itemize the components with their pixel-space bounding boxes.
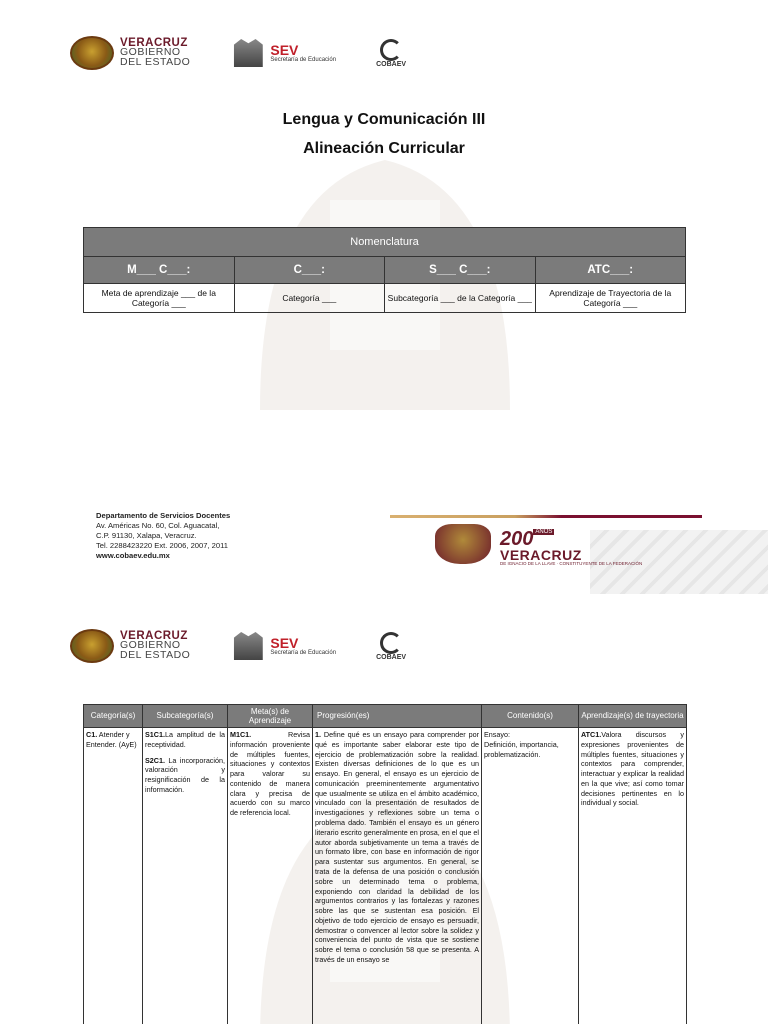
meta-code: M1C1. bbox=[230, 730, 252, 739]
footer-divider bbox=[390, 515, 702, 518]
page-title: Lengua y Comunicación III bbox=[282, 111, 486, 128]
subcategoria-1-code: S1C1. bbox=[145, 730, 165, 739]
veracruz-seal-icon bbox=[70, 36, 114, 70]
nomenclatura-code-meta: M___ C___: bbox=[84, 257, 235, 284]
nomenclatura-desc-categoria: Categoría ___ bbox=[234, 284, 385, 313]
contenido-title: Ensayo: bbox=[484, 730, 510, 739]
anniversary-logo bbox=[500, 530, 642, 567]
footer-address-line2: C.P. 91130, Xalapa, Veracruz. bbox=[96, 531, 197, 541]
cell-progresion bbox=[313, 728, 482, 1024]
header-logos bbox=[70, 33, 406, 73]
anniversary-state: VERACRUZ bbox=[500, 547, 582, 563]
veracruz-logo-line1: VERACRUZ bbox=[120, 629, 188, 642]
contenido-text: Definición, importancia, problematización. bbox=[484, 739, 559, 759]
anniversary-number: 200 bbox=[500, 528, 534, 550]
sev-logo-sub: Secretaría de Educación bbox=[270, 650, 337, 656]
header-logos bbox=[70, 626, 406, 666]
subcategoria-2-text: La incorporación, valoración y resignificación de la información. bbox=[145, 755, 225, 794]
cell-categoria bbox=[84, 728, 143, 1024]
anniversary-tagline: DE IGNACIO DE LA LLAVE · CONSTITUYENTE DE LA FEDERACIÓN bbox=[500, 561, 643, 567]
sev-logo bbox=[230, 632, 336, 660]
cell-trayectoria bbox=[579, 728, 687, 1024]
sev-logo-sub: Secretaría de Educación bbox=[270, 57, 337, 63]
table-row bbox=[84, 728, 687, 1024]
veracruz-logo-line1: VERACRUZ bbox=[120, 36, 188, 49]
nomenclatura-code-subcategoria: S___ C___: bbox=[385, 257, 536, 284]
nomenclatura-header: Nomenclatura bbox=[84, 228, 686, 257]
cell-subcategoria bbox=[143, 728, 228, 1024]
column-header-contenido: Contenido(s) bbox=[482, 705, 579, 728]
veracruz-seal-icon bbox=[70, 629, 114, 663]
cell-contenido bbox=[482, 728, 579, 1024]
nomenclatura-table bbox=[83, 227, 686, 313]
sev-crest-icon bbox=[230, 39, 266, 67]
progresion-code: 1. bbox=[315, 730, 321, 739]
subcategoria-2-code: S2C1. bbox=[145, 755, 165, 765]
sev-logo bbox=[230, 39, 336, 67]
sev-crest-icon bbox=[230, 632, 266, 660]
footer-address bbox=[96, 511, 230, 561]
meta-text: Revisa información proveniente de múltiples fuentes, situaciones y contextos para valorar su contenido de manera clara y precisa de acuerdo con su marco de referencia local. bbox=[230, 730, 310, 818]
footer-phone: Tel. 2288423220 Ext. 2006, 2007, 2011 bbox=[96, 541, 229, 551]
cobaev-logo-text: COBAEV bbox=[376, 60, 407, 68]
column-header-categoria: Categoría(s) bbox=[84, 705, 143, 728]
nomenclatura-desc-meta: Meta de aprendizaje ___ de la Categoría ___ bbox=[84, 284, 235, 313]
column-header-meta: Meta(s) de Aprendizaje bbox=[228, 705, 313, 728]
sev-logo-name: SEV bbox=[270, 635, 299, 651]
alignment-table bbox=[83, 704, 687, 1024]
categoria-text: Atender y Entender. (AyE) bbox=[86, 730, 137, 749]
sev-logo-name: SEV bbox=[270, 42, 299, 58]
cobaev-logo-text: COBAEV bbox=[376, 653, 407, 661]
page-gap bbox=[0, 594, 768, 612]
cobaev-logo bbox=[376, 632, 406, 661]
veracruz-logo-line3: DEL ESTADO bbox=[120, 649, 191, 662]
veracruz-logo-line2: GOBIERNO bbox=[120, 639, 181, 652]
nomenclatura-code-categoria: C___: bbox=[234, 257, 385, 284]
veracruz-logo-line3: DEL ESTADO bbox=[120, 56, 191, 69]
nomenclatura-desc-subcategoria: Subcategoría ___ de la Categoría ___ bbox=[385, 284, 536, 313]
progresion-text: Define qué es un ensayo para comprender por qué es importante saber elaborar este tipo de ejercicio de problematización sobre la realidad. Existen diversas definiciones de lo que es un ensayo. En general, el ensayo es un ejercicio de comunicación preeminentemente argumentativo que usualmente se utiliza en el ámbito académico, vinculado con la presentación de resultados de investigaciones y reflexiones sobre un tema o problema dado. También el ensayo es un género literario escrito generalmente en prosa, en el que el autor aborda subjetivamente un tema a través de un formato libre, con base en información de rigor para sustentar sus argumentos. En general, se trata de la defensa de una posición o conclusión sobre un determinado tema o problema, exponiendo con claridad la debilidad de los argumentos contrarios y las fortalezas y razones sobre las que se sustentan esa posición. El objetivo de todo ejercicio de ensayo es persuadir, demostrar o convencer al lector sobre la solidez y conveniencia del punto de vista que se sostiene sobre el tema o conclusión 58 que se presenta. A través de un ensayo se bbox=[315, 730, 479, 964]
anniversary-label: AÑOS bbox=[535, 529, 553, 535]
cobaev-logo bbox=[376, 39, 406, 68]
document-page-2 bbox=[0, 612, 768, 1024]
nomenclatura-code-atc: ATC___: bbox=[535, 257, 686, 284]
column-header-trayectoria: Aprendizaje(s) de trayectoria bbox=[579, 705, 687, 728]
categoria-code: C1. bbox=[86, 730, 98, 739]
column-header-subcategoria: Subcategoría(s) bbox=[143, 705, 228, 728]
cell-meta bbox=[228, 728, 313, 1024]
subcategoria-1-text: La amplitud de la receptividad. bbox=[145, 730, 225, 749]
veracruz-logo-line2: GOBIERNO bbox=[120, 46, 181, 59]
footer-address-line1: Av. Américas No. 60, Col. Aguacatal, bbox=[96, 521, 220, 531]
cobaev-mark-icon bbox=[380, 632, 402, 654]
veracruz-logo bbox=[70, 629, 190, 663]
footer-department: Departamento de Servicios Docentes bbox=[96, 511, 231, 520]
column-header-progresion: Progresión(es) bbox=[313, 705, 482, 728]
trayectoria-code: ATC1. bbox=[581, 730, 602, 739]
veracruz-logo bbox=[70, 36, 190, 70]
cobaev-mark-icon bbox=[380, 39, 402, 61]
nomenclatura-desc-atc: Aprendizaje de Trayectoria de la Categoría ___ bbox=[535, 284, 686, 313]
footer-web-link[interactable]: www.cobaev.edu.mx bbox=[96, 551, 170, 561]
trayectoria-text: Valora discursos y expresiones provenientes de múltiples fuentes, situaciones y contextos para comprender, interactuar y explicar la realidad en la que vive; así como tomar decisiones pertinentes en lo individual y social. bbox=[581, 730, 684, 808]
page-subtitle: Alineación Curricular bbox=[303, 140, 465, 157]
footer-crest-icon bbox=[435, 524, 491, 564]
